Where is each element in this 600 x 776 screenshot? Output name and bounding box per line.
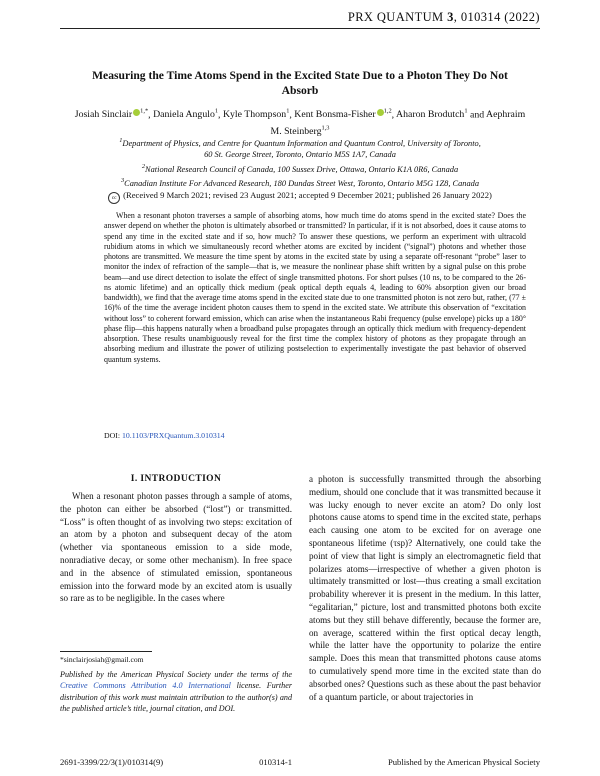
author-affiliation: 1,3 bbox=[321, 124, 330, 132]
abstract: When a resonant photon traverses a sample of absorbing atoms, how much time do atoms spend in the excited state? Does the answer depend on whether the photon is ultimately absorbed or transmitted? In particular, if it is not absorbed, does it cause atoms to spend any time in the excited state and if so, how much? To answer these questions, we perform an experiment with ultracold rubidium atoms in which we simultaneously record whether atoms are excited by incident (“signal”) photons and whether those photons are transmitted. We measure the time spent by atoms in the excited state by using a separate off-resonant “probe” laser to monitor the index of refraction of the sample—that is, we measure the nonlinear phase shift written by a signal pulse on this probe beam—and use direct detection to isolate the effect of single transmitted photons. For short pulses (10 ns, to be compared to the 26-ns atomic lifetime) and an optically thick medium (peak optical depth equals 4, leading to 60% absorption given our broad bandwidth), we find that the average time atoms spend in the excited state due to one transmitted photon is not zero but, rather, (77 ± 16)% of the time the average incident photon causes them to spend in the excited state. We attribute this observation of “excitation without loss” to coherent forward emission, which can arise when the instantaneous Rabi frequency (pulse envelope) picks up a 180° phase flip—this happens naturally when a broadband pulse propagates through an optically thick medium with frequency-dependent absorption. These results unambiguously reveal for the first time the complex history of photons as they propagate through an absorbing medium and illustrate the power of utilizing postselection to experimentally investigate the past behavior of observed quantum systems. bbox=[104, 211, 526, 364]
author bbox=[294, 109, 391, 120]
page-footer bbox=[60, 757, 540, 767]
author-name: Kent Bonsma-Fisher bbox=[294, 109, 376, 121]
author bbox=[75, 109, 148, 120]
author-name: Aephraim M. Steinberg bbox=[270, 109, 526, 137]
author-name: Kyle Thompson bbox=[222, 109, 287, 121]
journal-year: (2022) bbox=[504, 10, 540, 24]
author-list: Josiah Sinclair $^{1,*}$, Daniela Angulo$^1$, Kyle Thompson$^1$, Kent Bonsma-Fisher $^{1,2}$, Aharon Brodutch$^1$ and Aephraim M. Steinberg$^{1,3}$ bbox=[74, 108, 526, 137]
journal-name: PRX QUANTUM bbox=[347, 10, 444, 24]
section-heading: I. INTRODUCTION bbox=[130, 474, 222, 484]
affiliation-line: $^1$Department of Physics, and Centre for Quantum Information and Quantum Control, University of Toronto, bbox=[119, 137, 481, 148]
author-affiliation: 1 bbox=[464, 108, 468, 115]
intro-left-column: When a resonant photon passes through a sample of atoms, the photon can either be absorbed (“lost”) or transmitted. “Loss” is often thought of as involving two steps: excitation of an atom by a photon and subsequent decay of the atom (whether via spontaneous emission to a side mode, nonradiative decay, or some other mechanism). In free space and in the absence of stimulated emission, spontaneous emission into the forward mode by an excited atom is usually so rare as to be negligible. In the cases where bbox=[60, 491, 292, 604]
author-affiliation: 1 bbox=[286, 108, 290, 115]
affiliation-line: $^3$Canadian Institute For Advanced Research, 180 Dundas Street West, Toronto, Ontario M5G 1Z8, Canada bbox=[120, 176, 480, 188]
author bbox=[396, 109, 468, 120]
publication-dates bbox=[60, 190, 540, 204]
header-rule bbox=[60, 28, 540, 29]
author bbox=[223, 109, 289, 120]
license-after: license. Further distribution of this work must maintain attribution to the author(s) and the published article’s title, journal citation, and DOI. bbox=[60, 681, 292, 714]
doi-label: DOI: bbox=[104, 431, 121, 440]
author bbox=[153, 109, 218, 120]
footer-publisher: Published by the American Physical Society bbox=[387, 757, 540, 767]
doi bbox=[104, 431, 225, 440]
license-notice bbox=[60, 669, 292, 715]
footer-page: 010314-1 bbox=[259, 757, 293, 767]
affiliations bbox=[70, 135, 530, 189]
author-name: Daniela Angulo bbox=[153, 109, 215, 121]
author-name: Aharon Brodutch bbox=[396, 109, 465, 121]
author-affiliation: 1 bbox=[214, 108, 219, 115]
cc-icon: cc bbox=[108, 192, 120, 204]
affiliation-line: $^2$National Research Council of Canada, 100 Sussex Drive, Ottawa, Ontario K1A 0R6, Canada bbox=[141, 162, 459, 174]
doi-link[interactable]: 10.1103/PRXQuantum.3.010314 bbox=[121, 431, 225, 440]
article-number: 010314 bbox=[460, 10, 501, 24]
author-name: Josiah Sinclair bbox=[74, 109, 133, 121]
journal-header: PRX QUANTUM 3, 010314 (2022) bbox=[347, 10, 540, 24]
license-before: Published by the American Physical Society under the terms of the bbox=[60, 670, 292, 679]
dates-text: (Received 9 March 2021; revised 23 August 2021; accepted 9 December 2021; published 26 January 2022) bbox=[123, 190, 492, 200]
paper-title: Measuring the Time Atoms Spend in the Excited State Due to a Photon They Do Not Absorb bbox=[92, 69, 508, 97]
footnote-rule bbox=[60, 651, 152, 652]
orcid-icon[interactable] bbox=[377, 109, 384, 116]
author-affiliation: 1,2 bbox=[383, 108, 392, 115]
journal-volume: 3 bbox=[447, 10, 454, 24]
intro-right-column: a photon is successfully transmitted through the absorbing medium, should one conclude that it was transmitted because it was lucky enough to never excite an atom? Do only lost photons cause atoms to spend time in the excited state, perhaps each causing one atom to be excited for on average one spontaneous lifetime (τsp)? Alternatively, one could take the point of view that light is simply an electromagnetic field that polarizes atoms—irrespective of whether a given photon is ultimately transmitted or lost—thus creating a small excitation probability wherever it is present in the medium. In this latter, “egalitarian,” picture, lost and transmitted photons both excite atoms but they still behave differently, because the former are, on average, scattered within the first optical decay length, while the latter have the opportunity to polarize the entire sample. Does this mean that transmitted photons cause atoms to cumulatively spend more time in the excited state than do absorbed ones? Questions such as these about the past behavior of a quantum particle, or about trajectories in bbox=[309, 474, 541, 702]
author-affiliation: 1,* bbox=[140, 108, 149, 115]
footer-issn: 2691-3399/22/3(1)/010314(9) bbox=[60, 757, 164, 767]
affiliation-line: 60 St. George Street, Toronto, Ontario M5S 1A7, Canada bbox=[204, 150, 396, 160]
license-link[interactable]: Creative Commons Attribution 4.0 International bbox=[60, 681, 231, 691]
corresponding-author-footnote: *sinclairjosiah@gmail.com bbox=[60, 655, 144, 664]
